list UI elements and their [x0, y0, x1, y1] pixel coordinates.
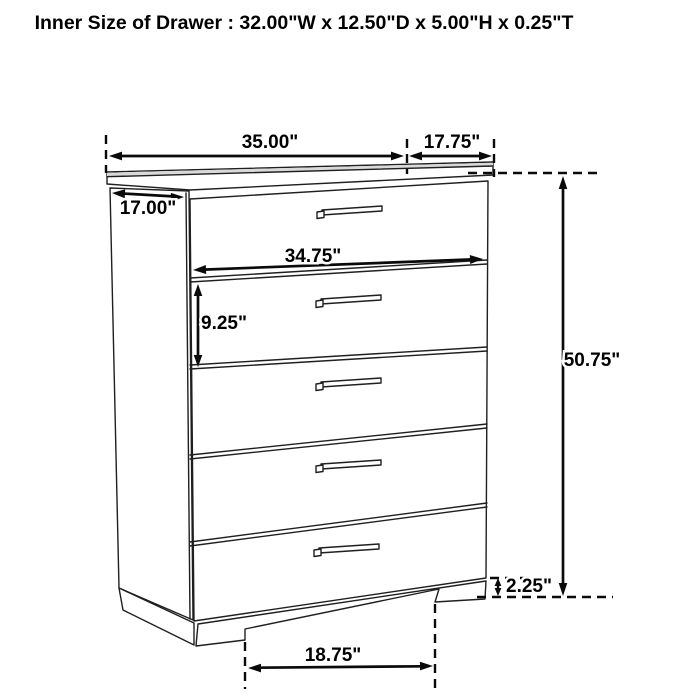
top-depth-label: 17.75": [423, 132, 481, 153]
dimension-side-depth: [112, 189, 184, 219]
drawer-width-label: 34.75": [284, 246, 342, 267]
dimension-overall-height: [559, 176, 621, 596]
base-height-label: 2.25": [506, 576, 552, 597]
side-depth-label: 17.00": [119, 198, 177, 219]
dimension-base-height: [495, 576, 552, 597]
chest-side-panel: [110, 188, 193, 620]
dimension-top-width: [109, 132, 404, 160]
chest-drawing: [107, 162, 493, 646]
drawer-height-label: 9.25": [201, 313, 247, 334]
diagram-title: Inner Size of Drawer : 32.00"W x 12.50"D x 5.00"H x 0.25"T: [34, 12, 574, 34]
leg-spacing-label: 18.75": [304, 645, 362, 666]
top-width-label: 35.00": [241, 132, 299, 153]
dimension-leg-spacing: [248, 645, 433, 672]
dimension-top-depth: [409, 132, 492, 160]
overall-height-label: 50.75": [563, 350, 621, 371]
